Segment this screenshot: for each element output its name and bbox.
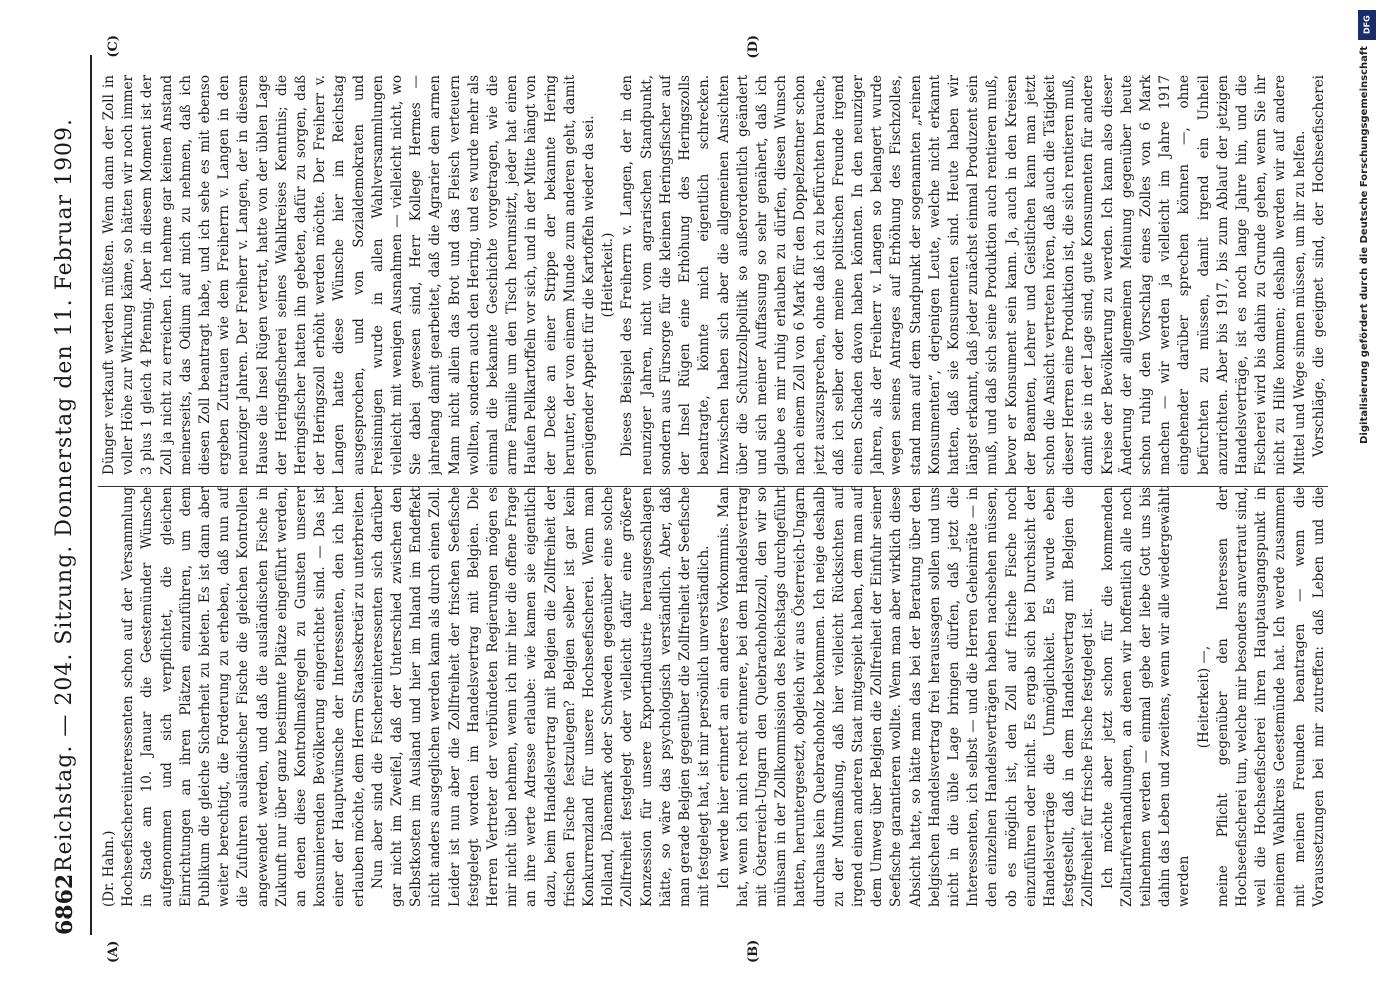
margin-marker-b: (B) [746, 939, 761, 963]
page-title: Reichstag. — 204. Sitzung. Donnerstag den 11. Februar 1909. [52, 117, 77, 873]
page-header [46, 55, 90, 935]
paragraph: Nun aber sind die Fischereiinteressenten sich darüber gar nicht im Zweifel, daß der Unterschied zwischen den Selbstkosten im Ausland und hier im Inland im Endeffekt nicht anders ausgeglichen werden kann als durch einen Zoll. Leider ist nun aber die Zollfreiheit der frischen Seefische festgelegt worden im Handelsvertrag mit Belgien. Die Herren Vertreter der verbündeten Regierungen mögen es mir nicht übel nehmen, wenn ich mir hier die offene Frage an ihre werte Adresse erlaube: wie kamen sie eigentlich dazu, beim Handelsvertrag mit Belgien die Zollfreiheit der frischen Fische festzulegen? Belgien selber ist gar kein Konkurrenzland für unsere Hochseefischerei. Wenn man Holland, Dänemark oder Schweden gegenüber eine solche Zollfreiheit festgelegt oder vielleicht dafür eine größere Konzession für unsere Exportindustrie herausgeschlagen hätte, so wäre das psychologisch verständlich. Aber, daß man gerade Belgien gegenüber die Zollfreiheit der Seefische mit festgelegt hat, ist mir persönlich unverständlich. [369, 487, 713, 907]
header-divider [90, 55, 92, 935]
speaker-label: (Dr. Hahn.) [101, 830, 117, 907]
dfg-logo: DFG [1358, 10, 1376, 40]
digitization-credit: Digitalisierung gefördert durch die Deutsche Forschungsgemeinschaft [1359, 46, 1370, 444]
left-column [100, 487, 1328, 907]
margin-marker-c: (C) [106, 35, 121, 58]
page-number: 6862 [52, 873, 78, 935]
paragraph: Dieses Beispiel des Freiherrn v. Langen, der in den neunziger Jahren, nicht vom agrarischen Standpunkt, sondern aus Fürsorge für die kleinen Heringsfischer auf der Insel Rügen eine Erhöhung des Heringszolls beantragte, könnte mich eigentlich schrecken. Inzwischen haben sich aber die allgemeinen Ansichten über die Schutzzollpolitik so außerordentlich geändert und sich meiner Auffassung so sehr genähert, daß ich glaube es mir ruhig erlauben zu dürfen, diesen Wunsch nach einem Zoll von 6 Mark für den Doppelzentner schon jetzt auszusprechen, ohne daß ich zu befürchten brauche, daß ich selber oder meine politischen Freunde irgend einen Schaden davon haben könnten. In den neunziger Jahren, als der Freiherr v. Langen so belangert wurde wegen seines Antrages auf Erhöhung des Fischzolles, stand man auf dem Standpunkt der sogenannten „reinen Konsumenten“, derjenigen Leute, welche nicht erkannt hatten, daß sie Konsumenten sind. Heute haben wir längst erkannt, daß jeder zunächst einmal Produzent sein muß, und daß sich seine Produktion auch rentieren muß, bevor er Konsument sein kann. Ja, auch in den Kreisen der Beamten, Lehrer und Geistlichen kann man jetzt schon die Ansicht vertreten hören, daß auch die Tätigkeit dieser Herren eine Produktion ist, die sich rentieren muß, damit sie in der Lage sind, gute Konsumenten für andere Kreise der Bevölkerung zu werden. Ich kann also dieser Änderung der allgemeinen Meinung gegenüber heute schon ruhig den Vorschlag eines Zolles von 6 Mark machen — wir werden ja vielleicht im Jahre 1917 eingehender darüber sprechen können —, ohne befürchten zu müssen, damit irgend ein Unheil anzurichten. Aber bis 1917, bis zum Ablauf der jetzigen Handelsverträge, ist es noch lange Jahre hin, und die Fischerei wird bis dahin zu Grunde gehen, wenn Sie ihr nicht zu Hilfe kommen; deshalb werden wir auf andere Mittel und Wege sinnen müssen, um ihr zu helfen. [619, 75, 1308, 475]
column-rule [98, 486, 1328, 487]
paragraph: Ich werde hier erinnert an ein anderes Vorkommnis. Man hat, wenn ich mich recht erinnere, bei dem Handelsvertrag mit Österreich-Ungarn den Quebrachoholzzoll, den wir so mühsam in der Zollkommission des Reichstags durchgeführt hatten, heruntergesetzt, obgleich wir aus Österreich-Ungarn durchaus kein Quebrachoholz bekommen. Ich neige deshalb zu der Mutmaßung, daß hier vielleicht Rücksichten auf irgend einen anderen Staat mitgespielt haben, dem man auf dem Umweg über Belgien die Zollfreiheit der Einfuhr seiner Seefische garantieren wollte. Wenn man aber wirklich diese Absicht hatte, so hätte man das bei der Beratung über den belgischen Handelsvertrag frei heraussagen sollen und uns nicht in die üble Lage bringen dürfen, daß jetzt die Interessenten, ich selbst — und die Herren Geheimräte — in den einzelnen Handelsverträgen haben nachsehen müssen, ob es möglich ist, den Zoll auf frische Fische noch einzuführen oder nicht. Es ergab sich bei Durchsicht der Handelsverträge die Unmöglichkeit. Es wurde eben festgestellt, daß in dem Handelsvertrag mit Belgien die Zollfreiheit für frische Fische festgelegt ist. [715, 487, 1097, 907]
margin-marker-d: (D) [746, 35, 761, 59]
interjection: (Heiterkeit.) [600, 232, 617, 318]
paragraph: Ich möchte aber jetzt schon für die kommenden Zolltarifverhandlungen, an denen wir hoffentlich alle noch teilnehmen werden — einmal gebe der liebe Gott uns bis dahin das Leben und zweitens, wenn wir alle wiedergewählt werden [1099, 487, 1193, 907]
interjection: (Heiterkeit) —, [1195, 645, 1212, 749]
paragraph: Vorschläge, die geeignet sind, der Hochseefischerei [1310, 75, 1327, 457]
digitization-sidebar [1357, 10, 1377, 990]
paragraph: Dünger verkauft werden müßten. Wenn dann der Zoll in voller Höhe zur Wirkung käme, so hätten wir noch immer 3 plus 1 gleich 4 Pfennig. Aber in diesem Moment ist der Zoll ja nicht zu erreichen. Ich nehme gar keinen Anstand meinerseits, das Odium auf mich zu nehmen, daß ich diesen Zoll beantragt habe, und ich sehe es mit ebenso ergeben Zutrauen wie dem Freiherrn v. Langen in den neunziger Jahren. Der Freiherr v. Langen, der in diesem Hause die Insel Rügen vertrat, hatte von der üblen Lage der Heringsfischerei seines Wahlkreises Kenntnis; die Heringsfischer hatten ihn gebeten, dafür zu sorgen, daß der Heringszoll erhöht werden möchte. Der Freiherr v. Langen hatte diese Wünsche hier im Reichstag ausgesprochen, und von Sozialdemokraten und Freisinnigen wurde in allen Wahlversammlungen vielleicht mit wenigen Ausnahmen — vielleicht nicht, wo Sie dabei gewesen sind, Herr Kollege Hermes — jahrelang damit gearbeitet, daß die Agrarier dem armen Mann nicht allein das Brot und das Fleisch verteuern wollten, sondern auch den Hering, und es wurde mehr als einmal die bekannte Geschichte vorgetragen, wie die arme Familie um den Tisch herumsitzt, jeder hat einen Haufen Pellkartoffeln vor sich, und in der Mitte hängt von der Decke an einer Strippe der bekannte Hering herunter, der von einem Munde zum anderen geht, damit genügender Appetit für die Kartoffeln wieder da sei. [101, 75, 598, 475]
paragraph: meine Pflicht gegenüber den Interessen der Hochseefischerei tun, welche mir besonders anvertraut sind, weil die Hochseefischerei ihren Hauptausgangspunkt in meinem Wahlkreis Geestemünde hat. Ich werde zusammen mit meinen Freunden beantragen — wenn die Voraussetzungen bei mir zutreffen: daß Leben und die [1214, 487, 1327, 907]
paragraph: Hochseefischereiinteressenten schon auf der Versammlung in Stade am 10. Januar die Geestemünder Wünsche aufgenommen und sich verpflichtet, die gleichen Einrichtungen an ihren Plätzen einzuführen, um dem Publikum die gleiche Sicherheit zu bieten. Es ist dann aber weiter berechtigt, die Forderung zu erheben, daß nun auf die Zufuhren ausländischer Fische die gleichen Kontrollen angewendet werden, und daß die ausländischen Fische in Zukunft nur über ganz bestimmte Plätze eingeführt werden, an denen diese Kontrollmaßregeln zu Gunsten unserer konsumierenden Bevölkerung eingerichtet sind. — Das ist einer der Hauptwünsche der Interessenten, den ich hier erlauben möchte, dem Herrn Staatssekretär zu unterbreiten. [120, 487, 367, 907]
right-column [100, 75, 1328, 475]
rotated-page [46, 35, 1336, 965]
margin-marker-a: (A) [106, 940, 121, 963]
